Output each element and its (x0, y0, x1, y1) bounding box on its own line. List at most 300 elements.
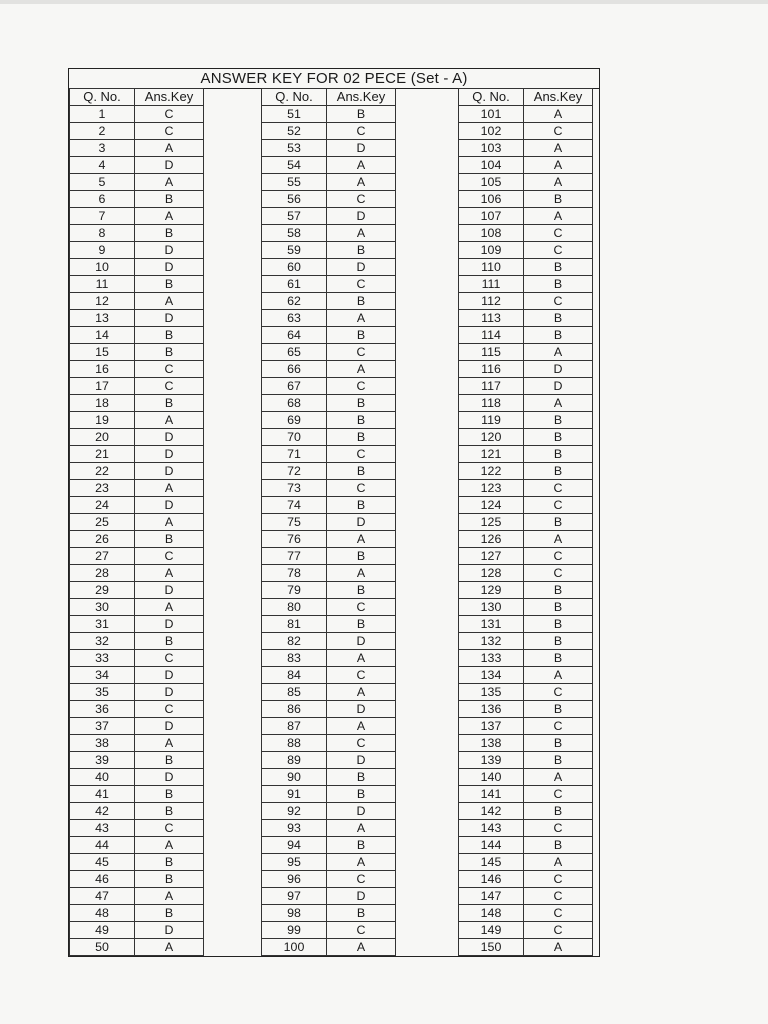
table-row (262, 446, 396, 463)
table-row (459, 718, 593, 735)
header-ans-key: Ans.Key (524, 89, 593, 106)
question-number-cell: 35 (70, 684, 135, 701)
question-number-cell: 85 (262, 684, 327, 701)
table-row (459, 735, 593, 752)
table-row (262, 786, 396, 803)
question-number-cell: 4 (70, 157, 135, 174)
answer-key-cell: C (524, 242, 593, 259)
table-row (262, 293, 396, 310)
table-row (70, 650, 204, 667)
answer-key-cell: C (135, 701, 204, 718)
answer-key-cell: A (135, 599, 204, 616)
question-number-cell: 135 (459, 684, 524, 701)
table-row (70, 684, 204, 701)
answer-key-cell: C (327, 922, 396, 939)
table-row (70, 208, 204, 225)
question-number-cell: 122 (459, 463, 524, 480)
question-number-cell: 142 (459, 803, 524, 820)
question-number-cell: 134 (459, 667, 524, 684)
answer-key-cell: B (327, 327, 396, 344)
table-row (70, 446, 204, 463)
table-row (459, 497, 593, 514)
table-row (70, 327, 204, 344)
question-number-cell: 127 (459, 548, 524, 565)
answer-key-cell: B (135, 395, 204, 412)
question-number-cell: 53 (262, 140, 327, 157)
answer-table-3 (458, 88, 593, 956)
table-row (70, 225, 204, 242)
table-row (459, 769, 593, 786)
question-number-cell: 82 (262, 633, 327, 650)
table-row (459, 361, 593, 378)
question-number-cell: 111 (459, 276, 524, 293)
answer-key-cell: C (327, 871, 396, 888)
table-row (459, 922, 593, 939)
question-number-cell: 70 (262, 429, 327, 446)
question-number-cell: 38 (70, 735, 135, 752)
answer-key-cell: D (135, 497, 204, 514)
table-row (70, 752, 204, 769)
answer-key-cell: B (524, 650, 593, 667)
answer-key-cell: C (327, 667, 396, 684)
answer-key-cell: B (524, 582, 593, 599)
answer-key-cell: C (524, 548, 593, 565)
table-row (459, 106, 593, 123)
answer-key-cell: B (524, 429, 593, 446)
answer-key-cell: B (135, 191, 204, 208)
answer-key-cell: B (524, 735, 593, 752)
table-row (70, 276, 204, 293)
answer-key-cell: B (327, 463, 396, 480)
answer-key-cell: A (524, 140, 593, 157)
answer-key-cell: B (327, 786, 396, 803)
answer-table-2 (261, 88, 396, 956)
question-number-cell: 52 (262, 123, 327, 140)
answer-key-cell: A (135, 735, 204, 752)
answer-key-cell: A (135, 565, 204, 582)
table-row (459, 378, 593, 395)
table-row (459, 259, 593, 276)
answer-key-cell: B (327, 769, 396, 786)
table-row (70, 395, 204, 412)
answer-key-table (68, 68, 600, 957)
question-number-cell: 44 (70, 837, 135, 854)
answer-key-cell: D (524, 361, 593, 378)
answer-key-cell: B (524, 514, 593, 531)
answer-key-cell: C (524, 497, 593, 514)
question-number-cell: 25 (70, 514, 135, 531)
question-number-cell: 57 (262, 208, 327, 225)
answer-key-cell: C (524, 123, 593, 140)
question-number-cell: 50 (70, 939, 135, 956)
table-row (262, 140, 396, 157)
table-row (459, 701, 593, 718)
answer-key-cell: B (135, 905, 204, 922)
answer-key-cell: B (524, 803, 593, 820)
table-row (70, 514, 204, 531)
question-number-cell: 51 (262, 106, 327, 123)
answer-key-cell: B (524, 446, 593, 463)
table-row (262, 548, 396, 565)
answer-key-cell: B (524, 633, 593, 650)
answer-key-cell: D (135, 582, 204, 599)
question-number-cell: 59 (262, 242, 327, 259)
question-number-cell: 68 (262, 395, 327, 412)
table-row (70, 769, 204, 786)
question-number-cell: 37 (70, 718, 135, 735)
question-number-cell: 19 (70, 412, 135, 429)
table-row (70, 837, 204, 854)
question-number-cell: 112 (459, 293, 524, 310)
question-number-cell: 93 (262, 820, 327, 837)
table-row (70, 310, 204, 327)
answer-key-cell: C (135, 820, 204, 837)
answer-key-cell: B (524, 276, 593, 293)
page-top-edge (0, 0, 768, 4)
answer-key-cell: D (135, 922, 204, 939)
table-row (459, 854, 593, 871)
table-row (262, 208, 396, 225)
table-row (459, 599, 593, 616)
question-number-cell: 147 (459, 888, 524, 905)
table-row (70, 174, 204, 191)
header-q-no: Q. No. (262, 89, 327, 106)
question-number-cell: 94 (262, 837, 327, 854)
answer-key-cell: C (524, 922, 593, 939)
answer-key-cell: B (135, 803, 204, 820)
table-row (459, 786, 593, 803)
table-row (262, 378, 396, 395)
question-number-cell: 130 (459, 599, 524, 616)
answer-key-cell: D (135, 667, 204, 684)
table-row (262, 174, 396, 191)
table-row (459, 871, 593, 888)
question-number-cell: 29 (70, 582, 135, 599)
question-number-cell: 120 (459, 429, 524, 446)
table-row (70, 905, 204, 922)
question-number-cell: 79 (262, 582, 327, 599)
question-number-cell: 128 (459, 565, 524, 582)
question-number-cell: 133 (459, 650, 524, 667)
question-number-cell: 99 (262, 922, 327, 939)
answer-key-cell: A (327, 361, 396, 378)
table-row (70, 157, 204, 174)
question-number-cell: 12 (70, 293, 135, 310)
header-ans-key: Ans.Key (327, 89, 396, 106)
table-row (70, 497, 204, 514)
answer-key-cell: C (524, 871, 593, 888)
table-row (70, 633, 204, 650)
table-row (459, 616, 593, 633)
table-row (459, 242, 593, 259)
question-number-cell: 46 (70, 871, 135, 888)
table-row (459, 208, 593, 225)
table-row (262, 531, 396, 548)
table-title: ANSWER KEY FOR 02 PECE (Set - A) (69, 69, 599, 89)
question-number-cell: 71 (262, 446, 327, 463)
question-number-cell: 18 (70, 395, 135, 412)
answer-key-cell: A (135, 837, 204, 854)
answer-key-cell: C (524, 820, 593, 837)
question-number-cell: 144 (459, 837, 524, 854)
answer-key-cell: B (327, 905, 396, 922)
question-number-cell: 39 (70, 752, 135, 769)
question-number-cell: 136 (459, 701, 524, 718)
question-number-cell: 126 (459, 531, 524, 548)
answer-key-cell: C (524, 293, 593, 310)
answer-key-cell: C (135, 123, 204, 140)
table-row (70, 293, 204, 310)
answer-key-cell: B (135, 327, 204, 344)
table-row (70, 191, 204, 208)
answer-key-cell: D (327, 514, 396, 531)
answer-key-cell: B (135, 752, 204, 769)
table-row (70, 548, 204, 565)
question-number-cell: 102 (459, 123, 524, 140)
question-number-cell: 43 (70, 820, 135, 837)
answer-key-cell: C (524, 718, 593, 735)
question-number-cell: 132 (459, 633, 524, 650)
table-row (262, 191, 396, 208)
answer-key-cell: D (135, 616, 204, 633)
answer-key-cell: B (327, 837, 396, 854)
answer-key-cell: D (327, 208, 396, 225)
question-number-cell: 17 (70, 378, 135, 395)
answer-key-cell: A (327, 939, 396, 956)
answer-column-3 (458, 88, 593, 956)
question-number-cell: 80 (262, 599, 327, 616)
answer-key-cell: C (327, 191, 396, 208)
answer-key-cell: D (135, 446, 204, 463)
answer-key-cell: A (524, 208, 593, 225)
question-number-cell: 113 (459, 310, 524, 327)
question-number-cell: 40 (70, 769, 135, 786)
question-number-cell: 109 (459, 242, 524, 259)
answer-key-cell: B (327, 293, 396, 310)
answer-key-cell: C (135, 548, 204, 565)
table-row (262, 276, 396, 293)
question-number-cell: 123 (459, 480, 524, 497)
question-number-cell: 9 (70, 242, 135, 259)
table-row (262, 803, 396, 820)
question-number-cell: 34 (70, 667, 135, 684)
question-number-cell: 69 (262, 412, 327, 429)
table-row (459, 480, 593, 497)
table-row (459, 633, 593, 650)
answer-key-cell: A (327, 225, 396, 242)
table-row (262, 259, 396, 276)
table-row (459, 531, 593, 548)
question-number-cell: 1 (70, 106, 135, 123)
answer-key-cell: A (327, 650, 396, 667)
answer-key-cell: B (327, 616, 396, 633)
question-number-cell: 48 (70, 905, 135, 922)
question-number-cell: 61 (262, 276, 327, 293)
question-number-cell: 137 (459, 718, 524, 735)
question-number-cell: 62 (262, 293, 327, 310)
table-row (70, 140, 204, 157)
question-number-cell: 6 (70, 191, 135, 208)
answer-key-cell: A (524, 174, 593, 191)
answer-key-cell: C (327, 446, 396, 463)
answer-key-cell: D (524, 378, 593, 395)
question-number-cell: 66 (262, 361, 327, 378)
answer-key-cell: B (327, 582, 396, 599)
answer-key-cell: C (135, 378, 204, 395)
table-row (459, 565, 593, 582)
answer-key-cell: B (327, 429, 396, 446)
table-row (262, 344, 396, 361)
table-row (262, 667, 396, 684)
question-number-cell: 32 (70, 633, 135, 650)
table-row (262, 497, 396, 514)
table-row (70, 429, 204, 446)
question-number-cell: 97 (262, 888, 327, 905)
answer-key-cell: B (327, 395, 396, 412)
table-row (262, 820, 396, 837)
table-row (70, 463, 204, 480)
question-number-cell: 45 (70, 854, 135, 871)
answer-key-cell: B (135, 871, 204, 888)
table-row (262, 684, 396, 701)
question-number-cell: 23 (70, 480, 135, 497)
table-row (70, 242, 204, 259)
table-row (70, 820, 204, 837)
answer-key-cell: B (327, 106, 396, 123)
question-number-cell: 47 (70, 888, 135, 905)
answer-key-cell: A (135, 888, 204, 905)
answer-key-cell: A (135, 480, 204, 497)
table-row (70, 871, 204, 888)
question-number-cell: 75 (262, 514, 327, 531)
table-row (459, 463, 593, 480)
answer-key-cell: B (327, 412, 396, 429)
table-row (459, 310, 593, 327)
question-number-cell: 149 (459, 922, 524, 939)
table-row (262, 633, 396, 650)
table-row (70, 667, 204, 684)
question-number-cell: 27 (70, 548, 135, 565)
table-row (262, 327, 396, 344)
table-row (70, 480, 204, 497)
question-number-cell: 13 (70, 310, 135, 327)
table-row (70, 259, 204, 276)
header-q-no: Q. No. (70, 89, 135, 106)
answer-key-cell: C (135, 650, 204, 667)
answer-key-cell: B (524, 310, 593, 327)
table-row (262, 616, 396, 633)
table-row (262, 718, 396, 735)
answer-key-cell: A (524, 395, 593, 412)
table-row (262, 310, 396, 327)
question-number-cell: 148 (459, 905, 524, 922)
question-number-cell: 7 (70, 208, 135, 225)
question-number-cell: 54 (262, 157, 327, 174)
table-row (262, 922, 396, 939)
answer-key-cell: A (327, 820, 396, 837)
answer-key-cell: C (327, 276, 396, 293)
answer-key-cell: B (135, 344, 204, 361)
table-row (459, 344, 593, 361)
table-row (70, 718, 204, 735)
answer-key-cell: D (135, 242, 204, 259)
table-row (70, 803, 204, 820)
answer-key-cell: C (327, 344, 396, 361)
table-row (459, 446, 593, 463)
table-row (262, 701, 396, 718)
answer-key-cell: C (524, 905, 593, 922)
question-number-cell: 145 (459, 854, 524, 871)
answer-key-cell: D (135, 310, 204, 327)
answer-key-cell: B (327, 548, 396, 565)
question-number-cell: 129 (459, 582, 524, 599)
answer-key-cell: C (524, 888, 593, 905)
table-row (70, 939, 204, 956)
table-row (262, 242, 396, 259)
table-row (262, 837, 396, 854)
answer-key-cell: B (524, 259, 593, 276)
answer-key-cell: A (135, 208, 204, 225)
answer-key-cell: D (327, 701, 396, 718)
table-row (262, 123, 396, 140)
question-number-cell: 26 (70, 531, 135, 548)
table-row (459, 939, 593, 956)
question-number-cell: 22 (70, 463, 135, 480)
table-row (70, 888, 204, 905)
table-row (459, 276, 593, 293)
question-number-cell: 114 (459, 327, 524, 344)
question-number-cell: 116 (459, 361, 524, 378)
table-row (459, 803, 593, 820)
question-number-cell: 67 (262, 378, 327, 395)
table-row (262, 395, 396, 412)
answer-key-cell: A (524, 769, 593, 786)
table-row (459, 293, 593, 310)
question-number-cell: 103 (459, 140, 524, 157)
question-number-cell: 55 (262, 174, 327, 191)
table-row (459, 123, 593, 140)
question-number-cell: 91 (262, 786, 327, 803)
table-row (262, 735, 396, 752)
table-row (70, 735, 204, 752)
answer-key-cell: C (524, 225, 593, 242)
question-number-cell: 108 (459, 225, 524, 242)
answer-column-1 (69, 88, 204, 956)
answer-key-cell: B (327, 242, 396, 259)
table-row (262, 106, 396, 123)
table-row (459, 157, 593, 174)
answer-key-cell: A (524, 106, 593, 123)
answer-key-cell: D (135, 463, 204, 480)
table-row (459, 429, 593, 446)
table-row (70, 378, 204, 395)
answer-key-cell: A (327, 684, 396, 701)
answer-key-cell: A (524, 157, 593, 174)
table-row (459, 888, 593, 905)
answer-key-cell: C (135, 361, 204, 378)
answer-key-cell: A (135, 939, 204, 956)
question-number-cell: 117 (459, 378, 524, 395)
question-number-cell: 139 (459, 752, 524, 769)
table-row (70, 599, 204, 616)
answer-key-cell: A (327, 565, 396, 582)
answer-key-cell: B (524, 616, 593, 633)
table-row (459, 905, 593, 922)
table-row (70, 106, 204, 123)
table-row (262, 854, 396, 871)
answer-key-cell: D (135, 259, 204, 276)
answer-key-cell: D (327, 752, 396, 769)
